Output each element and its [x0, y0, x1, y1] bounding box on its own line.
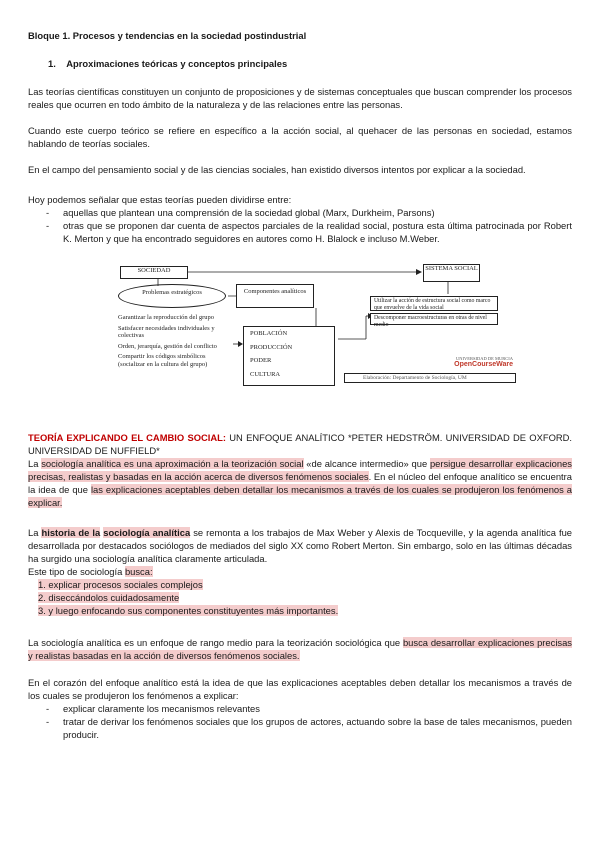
ocw-logo-text: OpenCourseWare [454, 361, 513, 368]
left-list [118, 314, 230, 368]
teoria-title: TEORÍA EXPLICANDO EL CAMBIO SOCIAL: [28, 432, 226, 443]
society-diagram [118, 264, 518, 386]
component-produccion: PRODUCCIÓN [250, 343, 293, 351]
historia-section [28, 526, 572, 617]
highlight: historia de la [41, 527, 101, 538]
sistema-social-box: SISTEMA SOCIAL [423, 264, 480, 282]
paragraph-4 [28, 193, 572, 245]
list-item [28, 591, 572, 604]
text-run: La [28, 458, 42, 469]
text-run: «de alcance intermedio» que [303, 458, 430, 469]
corazon-section [28, 676, 572, 741]
problemas-oval: Problemas estratégicos [118, 284, 226, 308]
components-box [243, 326, 335, 386]
text-run: La sociología analítica es un enfoque de rango medio para la teorización sociológica que [28, 637, 403, 648]
busca-list [28, 578, 572, 617]
sociedad-box: SOCIEDAD [120, 266, 188, 279]
left-list-item: Satisfacer necesidades individuales y colectivas [118, 324, 215, 339]
text-run: La [28, 527, 42, 538]
historia-paragraph [28, 526, 572, 565]
highlight: busca: [124, 566, 153, 577]
highlight: las explicaciones aceptables deben detallar los mecanismos a través de los cuales se produjeron los fenómenos a explicar. [28, 484, 572, 508]
paragraph-2: Cuando este cuerpo teórico se refiere en específico a la acción social, al quehacer de las personas en sociedad, estamos hablando de teorías sociales. [28, 125, 572, 149]
highlight: 1. explicar procesos sociales complejos [38, 579, 203, 590]
componentes-box: Componentes analíticos [236, 284, 314, 308]
list-item: - otras que se proponen dar cuenta de aspectos parciales de la realidad social, postura esta última patrocinada por Robert K. Merton y que ha encontrado seguidores en autores como H. Blalock e incluso M.Weber. [28, 219, 572, 245]
teoria-paragraph [28, 457, 572, 509]
list-item [28, 604, 572, 617]
text-run: Este tipo de sociología [28, 566, 125, 577]
teoria-subtitle: UN ENFOQUE ANALÍTICO *PETER HEDSTRÖM. UNIVERSIDAD DE OXFORD. UNIVERSIDAD DE NUFFIELD* [28, 432, 573, 456]
diagram-footer: Elaboración: Departamento de Sociología, UM [344, 373, 516, 383]
paragraph-4-intro: Hoy podemos señalar que estas teorías pueden dividirse entre: [28, 194, 292, 205]
component-poder: PODER [250, 357, 272, 364]
component-cultura: CULTURA [250, 370, 281, 378]
highlight: busca desarrollar explicaciones precisas y realistas basadas en la acción de diversos fenómenos sociales. [28, 637, 572, 661]
section-title-text: Aproximaciones teóricas y conceptos principales [66, 58, 288, 69]
corazon-intro: En el corazón del enfoque analítico está la idea de que las explicaciones aceptables deben detallar los mecanismos a través de los cuales se produjeron los fenómenos a explicar: [28, 677, 572, 701]
document-heading: Bloque 1. Procesos y tendencias en la sociedad postindustrial [28, 30, 307, 41]
ocw-logo-sub: UNIVERSIDAD DE MURCIA [456, 356, 513, 361]
highlight: es una aproximación a la teorización social [121, 458, 304, 469]
section-number: 1. [48, 58, 56, 69]
list-item [28, 578, 572, 591]
ocw-logo [413, 356, 513, 369]
component-poblacion: POBLACIÓN [250, 330, 288, 337]
highlight: 3. y luego enfocando sus componentes constituyentes más importantes. [38, 605, 339, 616]
highlight: persigue desarrollar explicaciones precisas, realistas y basadas en la acción acerca de diversos fenómenos sociales [28, 458, 572, 482]
highlight: sociología analítica [41, 458, 122, 469]
theory-list [28, 206, 572, 245]
historia-busca [28, 565, 572, 578]
highlight: 2. diseccándolos cuidadosamente [38, 592, 180, 603]
left-list-item: Garantizar la reproducción del grupo [118, 314, 215, 321]
paragraph-1: Las teorías científicas constituyen un conjunto de proposiciones y de sistemas conceptuales que buscan comprender los procesos reales que ocurren en todo ámbito de la naturaleza y de las relaciones entre las personas. [28, 86, 572, 110]
highlight: sociología analítica [103, 527, 191, 538]
list-item: - tratar de derivar los fenómenos sociales que los grupos de actores, actuando sobre la base de tales mecanismos, pueden producir. [28, 715, 572, 741]
text-run: se remonta a los trabajos de Max Weber y Alexis de Tocqueville, y la agenda analítica fue desarrollada por destacados sociólogos de mediados del siglo XX como Robert Merton. Sin embargo, solo en las últimas décadas ha surgido una sociología analítica claramente articulada. [28, 527, 572, 564]
left-list-item: Compartir los códigos simbólicos (socializar en la cultura del grupo) [118, 353, 208, 368]
list-item: - aquellas que plantean una comprensión de la sociedad global (Marx, Durkheim, Parsons) [28, 206, 572, 219]
rango-medio-paragraph [28, 636, 572, 662]
decompose-box: Descomponer macroestructuras en otras de nivel medio [370, 313, 498, 325]
structure-box: Utilizar la acción de estructura social como marco que envuelve de la vida social [370, 296, 498, 311]
paragraph-3: En el campo del pensamiento social y de las ciencias sociales, han existido diversos intentos por explicar a la sociedad. [28, 164, 526, 175]
list-item: - explicar claramente los mecanismos relevantes [28, 702, 572, 715]
teoria-heading [28, 431, 572, 457]
teoria-section [28, 431, 572, 509]
left-list-item: Orden, jerarquía, gestión del conflicto [118, 342, 217, 350]
text-run: . En el núcleo del enfoque analítico se encuentra la idea de que [28, 471, 572, 495]
section-title [48, 57, 568, 70]
corazon-list [28, 702, 572, 741]
